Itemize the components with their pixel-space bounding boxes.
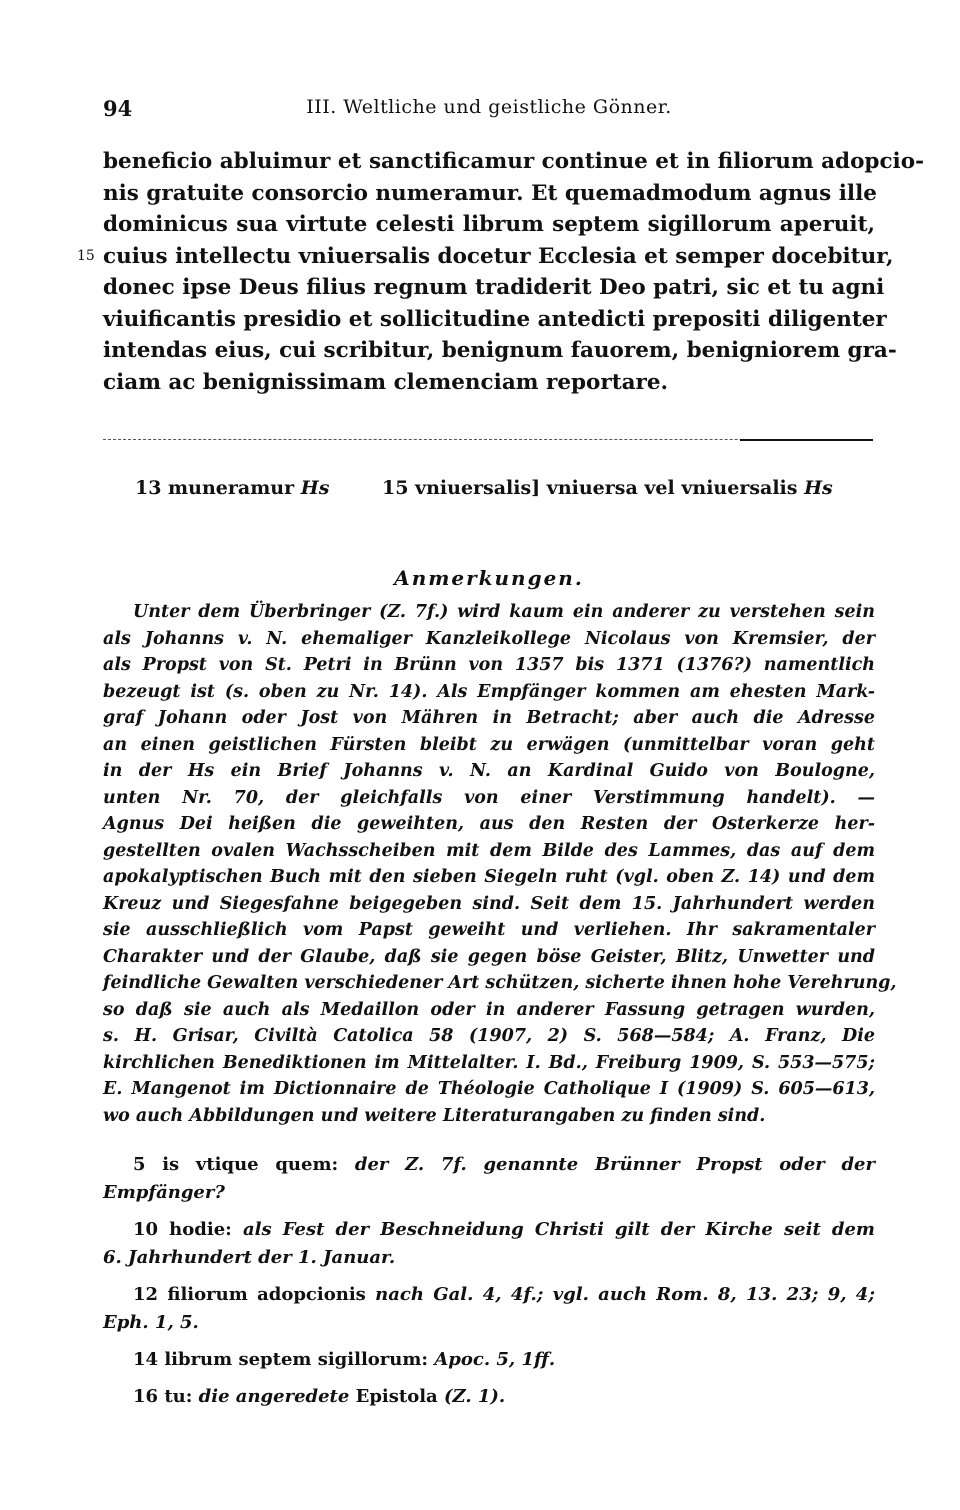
note-line: s. H. Grisar, Civiltà Catolica 58 (1907, 2) S. 568—584; A. Franz, Die: [103, 1026, 875, 1046]
comment-entry: [103, 1216, 875, 1272]
comment-entry: [103, 1151, 875, 1207]
comment-lemma: 5 is vtique quem:: [133, 1154, 339, 1175]
page-header: [103, 96, 875, 130]
comment-term: Epistola: [355, 1386, 438, 1407]
apparatus-siglum: Hs: [804, 477, 833, 499]
comment-lemma: 16 tu:: [133, 1386, 193, 1407]
comment-explanation: Apoc. 5, 1ff.: [434, 1349, 556, 1370]
note-line: bezeugt ist (s. oben zu Nr. 14). Als Empfänger kommen am ehesten Mark-: [103, 681, 875, 702]
note-line: feindliche Gewalten verschiedener Art schützen, sicherte ihnen hohe Verehrung,: [103, 973, 897, 993]
comment-lemma: 12 filiorum adopcionis: [133, 1284, 366, 1305]
comment-line: [103, 1216, 875, 1244]
comment-line: Eph. 1, 5.: [103, 1312, 199, 1333]
text-line: beneficio abluimur et sanctificamur continue et in filiorum adopcio-: [103, 149, 924, 174]
comment-explanation: (Z. 1).: [444, 1386, 506, 1407]
critical-apparatus: [135, 477, 875, 505]
comment-entry: [103, 1383, 875, 1411]
note-line: Kreuz und Siegesfahne beigegeben sind. Seit dem 15. Jahrhundert werden: [103, 893, 875, 914]
apparatus-entry: [135, 477, 329, 499]
comment-line: Empfänger?: [103, 1182, 225, 1203]
comment-explanation: nach Gal. 4, 4f.; vgl. auch Rom. 8, 13. 23; 9, 4;: [375, 1284, 875, 1305]
note-line: E. Mangenot im Dictionnaire de Théologie Catholique I (1909) S. 605—613,: [103, 1079, 875, 1099]
text-line: donec ipse Deus filius regnum tradiderit Deo patri, sic et tu agni: [103, 275, 885, 300]
comment-entry: [103, 1346, 875, 1374]
note-line: als Propst von St. Petri in Brünn von 1357 bis 1371 (1376?) namentlich: [103, 655, 875, 675]
comment-line: 6. Jahrhundert der 1. Januar.: [103, 1247, 396, 1268]
note-line: in der Hs ein Brief Johanns v. N. an Kardinal Guido von Boulogne,: [103, 761, 875, 781]
comment-line: [103, 1383, 875, 1411]
text-line-content: cuius intellectu vniuersalis docetur Ecclesia et semper docebitur,: [103, 243, 894, 269]
notes-heading: Anmerkungen.: [394, 566, 584, 590]
note-line: Agnus Dei heißen die geweihten, aus den Resten der Osterkerze her-: [103, 814, 875, 834]
note-line: wo auch Abbildungen und weitere Literaturangaben zu finden sind.: [103, 1105, 766, 1126]
apparatus-text: 15 vniuersalis] vniuersa vel vniuersalis: [382, 477, 798, 499]
comment-lemma: 10 hodie:: [133, 1219, 232, 1240]
note-line: gestellten ovalen Wachsscheiben mit dem Bilde des Lammes, das auf dem: [103, 840, 875, 861]
note-line: kirchlichen Benediktionen im Mittelalter. I. Bd., Freiburg 1909, S. 553—575;: [103, 1052, 875, 1073]
note-line: apokalyptischen Buch mit den sieben Siegeln ruht (vgl. oben Z. 14) und dem: [103, 867, 875, 887]
apparatus-text: 13 muneramur: [135, 477, 295, 499]
separator-rule-solid: [740, 439, 873, 441]
comment-lemma: 14 librum septem sigillorum:: [133, 1349, 429, 1370]
note-line: an einen geistlichen Fürsten bleibt zu erwägen (unmittelbar voran geht: [103, 734, 875, 755]
page-number: 94: [103, 96, 133, 121]
comment-line: [103, 1281, 875, 1309]
comment-explanation: die angeredete: [198, 1386, 350, 1407]
notes-paragraph: [103, 599, 897, 1129]
latin-text: [77, 146, 924, 398]
note-line: so daß sie auch als Medaillon oder in anderer Fassung getragen wurden,: [103, 999, 875, 1020]
text-line: [77, 241, 894, 273]
text-line: nis gratuite consorcio numeramur. Et quemadmodum agnus ille: [103, 180, 877, 206]
text-line: dominicus sua virtute celesti librum septem sigillorum aperuit,: [103, 212, 875, 237]
note-line: unten Nr. 70, der gleichfalls von einer Verstimmung handelt). —: [103, 787, 875, 808]
line-number: 15: [77, 247, 95, 264]
comment-line: [103, 1151, 875, 1179]
apparatus-entry: [382, 477, 833, 499]
comment-entry: [103, 1281, 875, 1337]
note-line: sie ausschließlich vom Papst geweiht und verliehen. Ihr sakramentaler: [103, 920, 875, 940]
text-line: viuificantis presidio et sollicitudine antedicti prepositi diligenter: [103, 306, 887, 332]
comment-explanation: als Fest der Beschneidung Christi gilt der Kirche seit dem: [242, 1219, 875, 1240]
comment-line: [103, 1346, 875, 1374]
apparatus-siglum: Hs: [300, 477, 330, 499]
running-head: III. Weltliche und geistliche Gönner.: [306, 96, 672, 118]
note-line: graf Johann oder Jost von Mähren in Betracht; aber auch die Adresse: [103, 708, 875, 728]
comment-explanation: der Z. 7f. genannte Brünner Propst oder der: [354, 1154, 875, 1175]
line-comments: [103, 1151, 875, 1420]
note-line: als Johanns v. N. ehemaliger Kanzleikollege Nicolaus von Kremsier, der: [103, 628, 875, 649]
note-line: Charakter und der Glaube, daß sie gegen böse Geister, Blitz, Unwetter und: [103, 946, 875, 967]
note-line: Unter dem Überbringer (Z. 7f.) wird kaum ein anderer zu verstehen sein: [133, 602, 875, 622]
text-line: ciam ac benignissimam clemenciam reportare.: [103, 369, 669, 395]
text-line: intendas eius, cui scribitur, benignum fauorem, benigniorem gra-: [103, 338, 897, 363]
